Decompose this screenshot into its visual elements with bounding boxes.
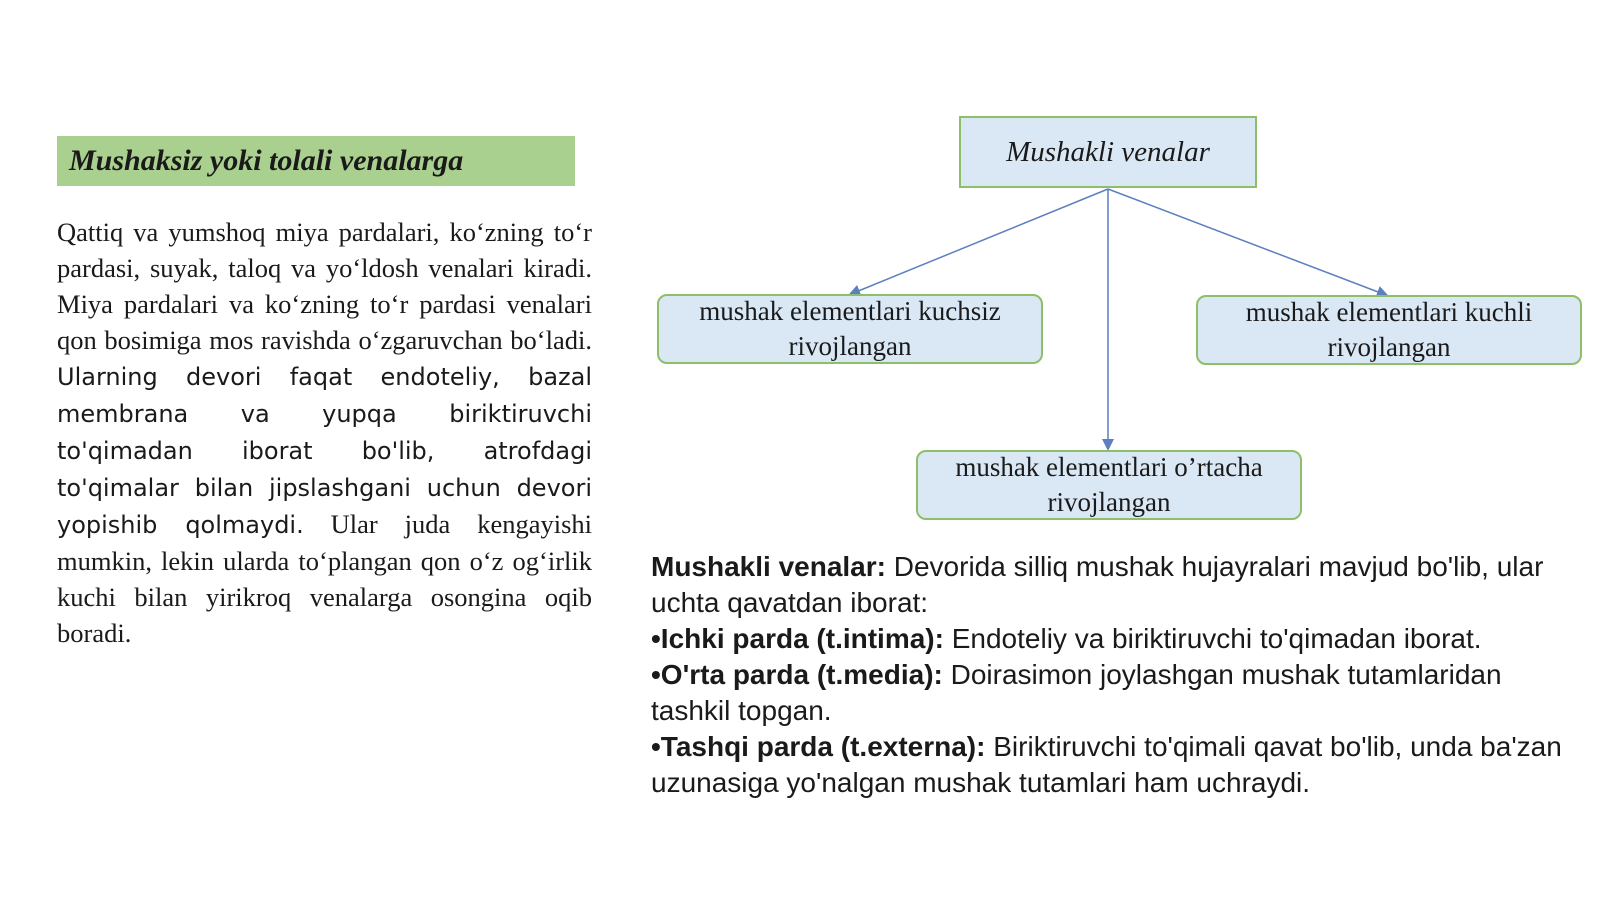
right-description [651, 549, 1581, 801]
connector-right [1108, 189, 1386, 295]
layer-item [651, 729, 1581, 801]
layer-item [651, 621, 1581, 657]
diagram-left-label: mushak elementlari kuchsiz rivojlangan [699, 296, 1001, 361]
layer-text: Doirasimon joylashgan mushak tutamlaridan tashkil topgan. [651, 659, 1502, 726]
left-paragraph-part3: Ular juda kengayishi mumkin, lekin ularda to‘plangan qon o‘z og‘irlik kuchi bilan yirikroq venalarga osongina oqib boradi. [57, 509, 592, 648]
diagram-left-node [657, 294, 1043, 364]
diagram-right-node [1196, 295, 1582, 365]
layer-text: Endoteliy va biriktiruvchi to'qimadan iborat. [951, 623, 1482, 654]
diagram-right-label: mushak elementlari kuchli rivojlangan [1245, 297, 1533, 362]
diagram-root-node [959, 116, 1257, 188]
diagram-bottom-node [916, 450, 1302, 520]
layer-item [651, 657, 1581, 729]
layer-label: •O'rta parda (t.media): [651, 659, 943, 690]
connector-left [851, 189, 1108, 294]
intro-text: Devorida silliq mushak hujayralari mavjud bo'lib, ular uchta qavatdan iborat: [651, 551, 1544, 618]
left-paragraph-part2: Ularning devori faqat endoteliy, bazal membrana va yupqa biriktiruvchi to'qimadan iborat bo'lib, atrofdagi to'qimalar bilan jipslashgani uchun devori yopishib qolmaydi. [57, 363, 592, 539]
layer-text: Biriktiruvchi to'qimali qavat bo'lib, unda ba'zan uzunasiga yo'nalgan mushak tutamlari ham uchraydi. [651, 731, 1562, 798]
diagram-root-label: Mushakli venalar [1006, 135, 1210, 168]
left-paragraph-part1: Qattiq va yumshoq miya pardalari, ko‘zning to‘r pardasi, suyak, taloq va yo‘ldosh venalari kiradi. Miya pardalari va ko‘zning to‘r pardasi venalari qon bosimiga mos ravishda o‘zgaruvchan bo‘ladi. [57, 217, 592, 355]
intro-line [651, 549, 1581, 621]
layer-label: •Tashqi parda (t.externa): [651, 731, 986, 762]
layer-label: •Ichki parda (t.intima): [651, 623, 944, 654]
diagram-bottom-label: mushak elementlari o’rtacha rivojlangan [955, 452, 1263, 517]
intro-label: Mushakli venalar: [651, 551, 886, 582]
heading-title: Mushaksiz yoki tolali venalarga [69, 144, 464, 177]
